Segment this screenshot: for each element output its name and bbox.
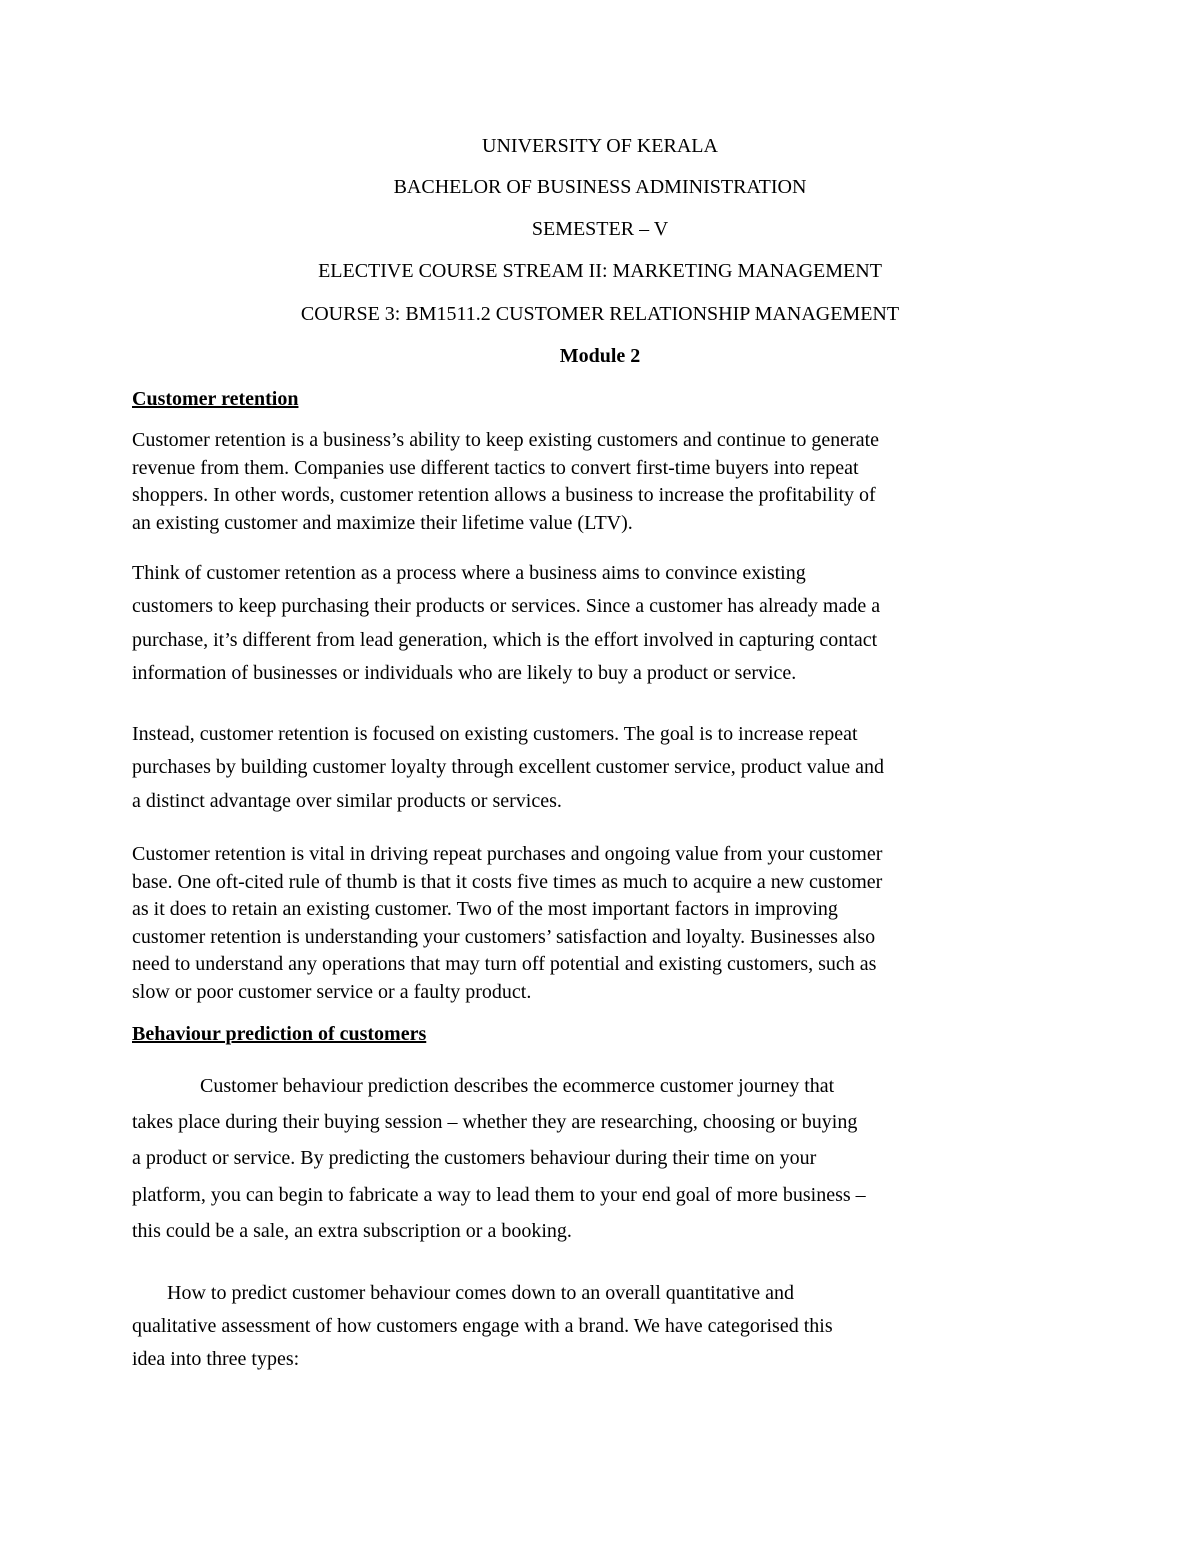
paragraph (132, 1068, 972, 1249)
text-line: customer retention is understanding your customers’ satisfaction and loyalty. Businesses also (132, 925, 876, 948)
stream-heading: ELECTIVE COURSE STREAM II: MARKETING MANAGEMENT (318, 260, 882, 282)
text-line: customers to keep purchasing their products or services. Since a customer has already made a (132, 595, 881, 618)
paragraph (132, 427, 972, 537)
text-line: purchase, it’s different from lead generation, which is the effort involved in capturing contact (132, 628, 878, 651)
text-line: Customer retention is vital in driving repeat purchases and ongoing value from your customer (132, 843, 883, 865)
text-line: revenue from them. Companies use different tactics to convert first-time buyers into repeat (132, 456, 859, 479)
text-line: purchases by building customer loyalty through excellent customer service, product value and (132, 756, 885, 779)
text-line: shoppers. In other words, customer retention allows a business to increase the profitability of (132, 484, 876, 506)
university-heading: UNIVERSITY OF KERALA (482, 135, 718, 157)
text-line: a distinct advantage over similar products or services. (132, 789, 562, 812)
paragraph (132, 557, 972, 690)
text-line: qualitative assessment of how customers engage with a brand. We have categorised this (132, 1315, 833, 1337)
text-line: Think of customer retention as a process where a business aims to convince existing (132, 562, 806, 584)
semester-heading: SEMESTER – V (531, 218, 669, 240)
degree-heading: BACHELOR OF BUSINESS ADMINISTRATION (393, 176, 807, 198)
paragraph (132, 718, 972, 818)
text-line: Customer retention is a business’s ability to keep existing customers and continue to generate (132, 429, 880, 451)
text-line: base. One oft-cited rule of thumb is that it costs five times as much to acquire a new customer (132, 870, 883, 893)
text-line: idea into three types: (132, 1348, 300, 1370)
section-title-behaviour-prediction: Behaviour prediction of customers (132, 1023, 427, 1045)
paragraph (132, 1277, 972, 1376)
text-line: a product or service. By predicting the customers behaviour during their time on your (132, 1147, 817, 1170)
text-line: need to understand any operations that may turn off potential and existing customers, such as (132, 953, 877, 975)
text-line: How to predict customer behaviour comes down to an overall quantitative and (167, 1282, 795, 1304)
text-line: slow or poor customer service or a faulty product. (132, 980, 532, 1003)
text-line: platform, you can begin to fabricate a way to lead them to your end goal of more business – (132, 1183, 866, 1206)
text-line: Instead, customer retention is focused on existing customers. The goal is to increase repeat (132, 723, 858, 745)
text-line: takes place during their buying session – whether they are researching, choosing or buying (132, 1111, 858, 1134)
text-line: an existing customer and maximize their lifetime value (LTV). (132, 511, 633, 534)
module-heading: Module 2 (559, 345, 641, 367)
text-line: Customer behaviour prediction describes the ecommerce customer journey that (200, 1075, 835, 1097)
course-heading: COURSE 3: BM1511.2 CUSTOMER RELATIONSHIP MANAGEMENT (300, 303, 900, 325)
section-title-customer-retention: Customer retention (132, 388, 299, 410)
text-line: as it does to retain an existing customer. Two of the most important factors in improving (132, 898, 838, 920)
text-line: information of businesses or individuals who are likely to buy a product or service. (132, 661, 797, 684)
text-line: this could be a sale, an extra subscription or a booking. (132, 1219, 572, 1242)
paragraph (132, 841, 972, 1006)
